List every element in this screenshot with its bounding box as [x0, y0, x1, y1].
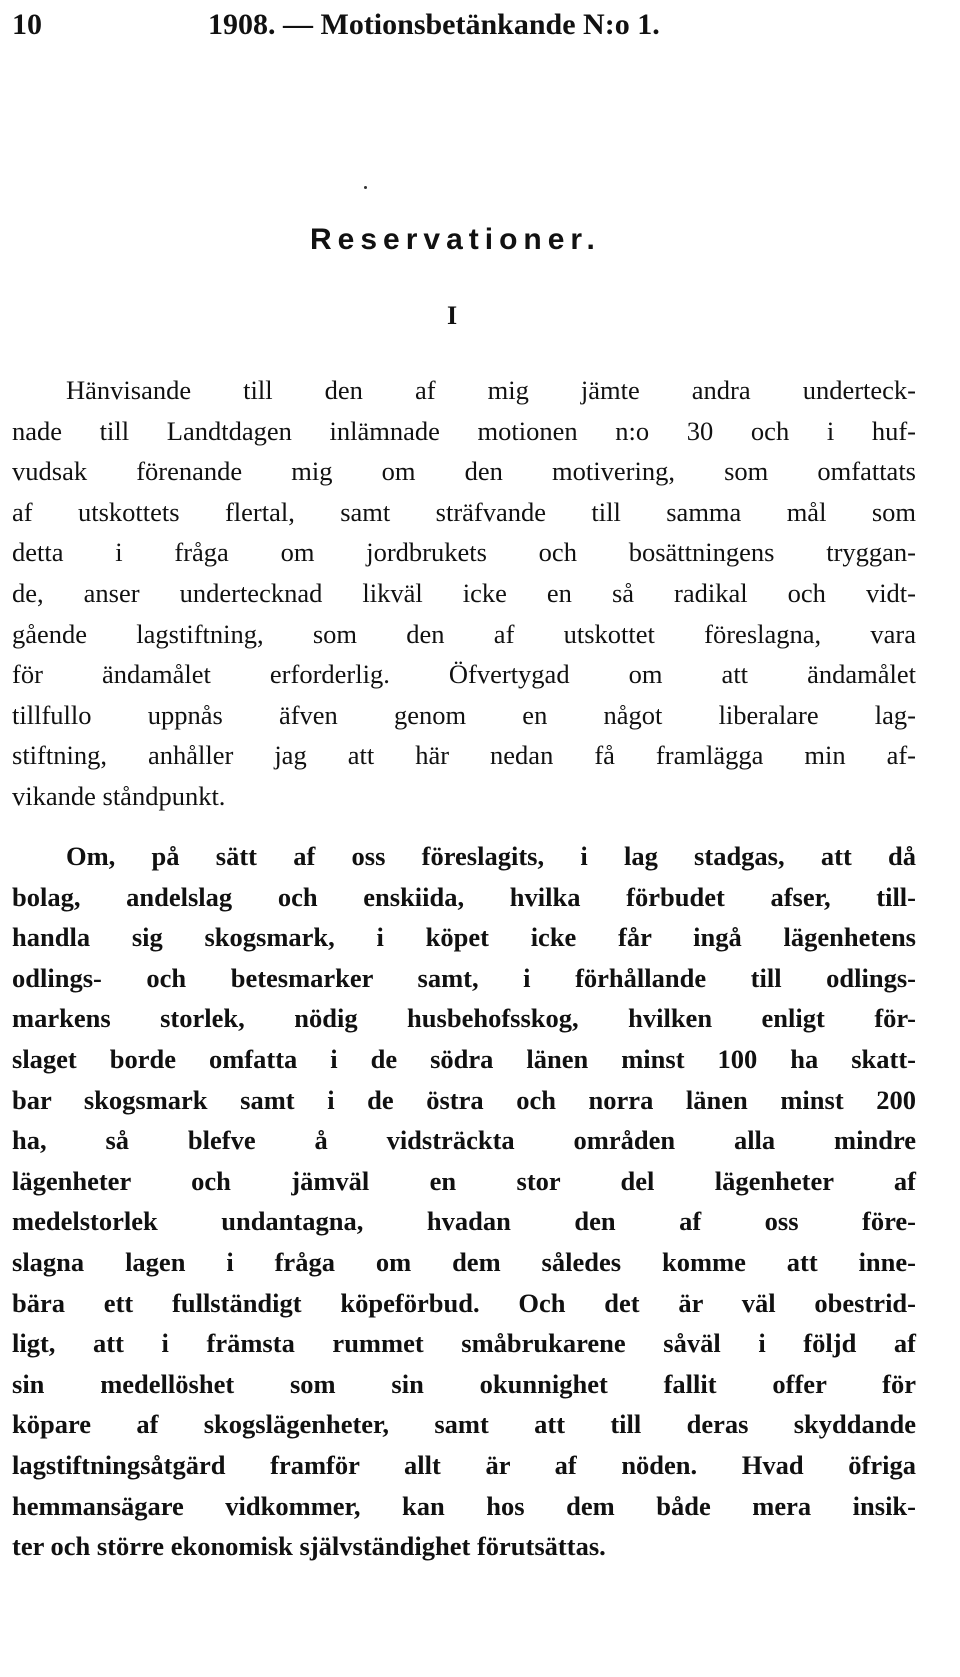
paragraph-line: stiftning, anhåller jag att här nedan få framlägga min af-	[12, 740, 916, 771]
paragraph-line: Hänvisande till den af mig jämte andra underteck-	[66, 375, 916, 405]
paragraph-line: lägenheter och jämväl en stor del lägenheter af	[12, 1165, 916, 1196]
paragraph-line: detta i fråga om jordbrukets och bosättningens tryggan-	[12, 537, 916, 568]
running-title: 1908. — Motionsbetänkande N:o 1.	[208, 8, 660, 41]
paragraph-line: hemmansägare vidkommer, kan hos dem både mera insik-	[12, 1490, 916, 1521]
section-heading: Reservationer.	[310, 223, 601, 256]
paragraph-line: slagna lagen i fråga om dem således komme att inne-	[12, 1246, 916, 1277]
paragraph-line: bära ett fullständigt köpeförbud. Och det är väl obestrid-	[12, 1287, 916, 1318]
paragraph-line: medelstorlek undantagna, hvadan den af oss före-	[12, 1206, 916, 1237]
paragraph-line: ter och större ekonomisk självständighet förutsättas.	[12, 1531, 606, 1562]
paragraph-line: vudsak förenande mig om den motivering, som omfattats	[12, 456, 916, 487]
paragraph-line: för ändamålet erforderlig. Öfvertygad om att ändamålet	[12, 659, 916, 690]
paragraph-line: köpare af skogslägenheter, samt att till deras skyddande	[12, 1409, 916, 1440]
page-number: 10	[12, 8, 42, 41]
paragraph-line: bolag, andelslag och enskiida, hvilka förbudet afser, till-	[12, 881, 916, 912]
running-header	[12, 2, 752, 48]
paragraph-line: handla sig skogsmark, i köpet icke får ingå lägenhetens	[12, 922, 916, 953]
paragraph-line: af utskottets flertal, samt sträfvande till samma mål som	[12, 496, 916, 527]
paragraph-line: ha, så blefve å vidsträckta områden alla mindre	[12, 1125, 916, 1156]
paragraph-line: de, anser undertecknad likväl icke en så radikal och vidt-	[12, 577, 916, 608]
paragraph-line: lagstiftningsåtgärd framför allt är af nöden. Hvad öfriga	[12, 1449, 916, 1480]
paragraph-line: vikande ståndpunkt.	[12, 780, 226, 811]
paragraph-2	[12, 836, 916, 1567]
paragraph-line: odlings- och betesmarker samt, i förhållande till odlings-	[12, 962, 916, 993]
paragraph-line: ligt, att i främsta rummet småbrukarene såväl i följd af	[12, 1328, 916, 1359]
paragraph-line: markens storlek, nödig husbehofsskog, hvilken enligt för-	[12, 1003, 916, 1034]
paragraph-line: bar skogsmark samt i de östra och norra länen minst 200	[12, 1084, 916, 1115]
paragraph-line: nade till Landtdagen inlämnade motionen n:o 30 och i huf-	[12, 415, 916, 446]
paragraph-line: Om, på sätt af oss föreslagits, i lag stadgas, att då	[66, 841, 916, 871]
section-numeral: I	[447, 301, 458, 330]
paragraph-line: tillfullo uppnås äfven genom en något liberalare lag-	[12, 699, 916, 730]
paragraph-line: slaget borde omfatta i de södra länen minst 100 ha skatt-	[12, 1043, 916, 1074]
print-speck	[364, 186, 367, 189]
paragraph-1	[12, 370, 916, 817]
paragraph-line: sin medellöshet som sin okunnighet fallit offer för	[12, 1368, 916, 1399]
paragraph-line: gående lagstiftning, som den af utskottet föreslagna, vara	[12, 618, 916, 649]
